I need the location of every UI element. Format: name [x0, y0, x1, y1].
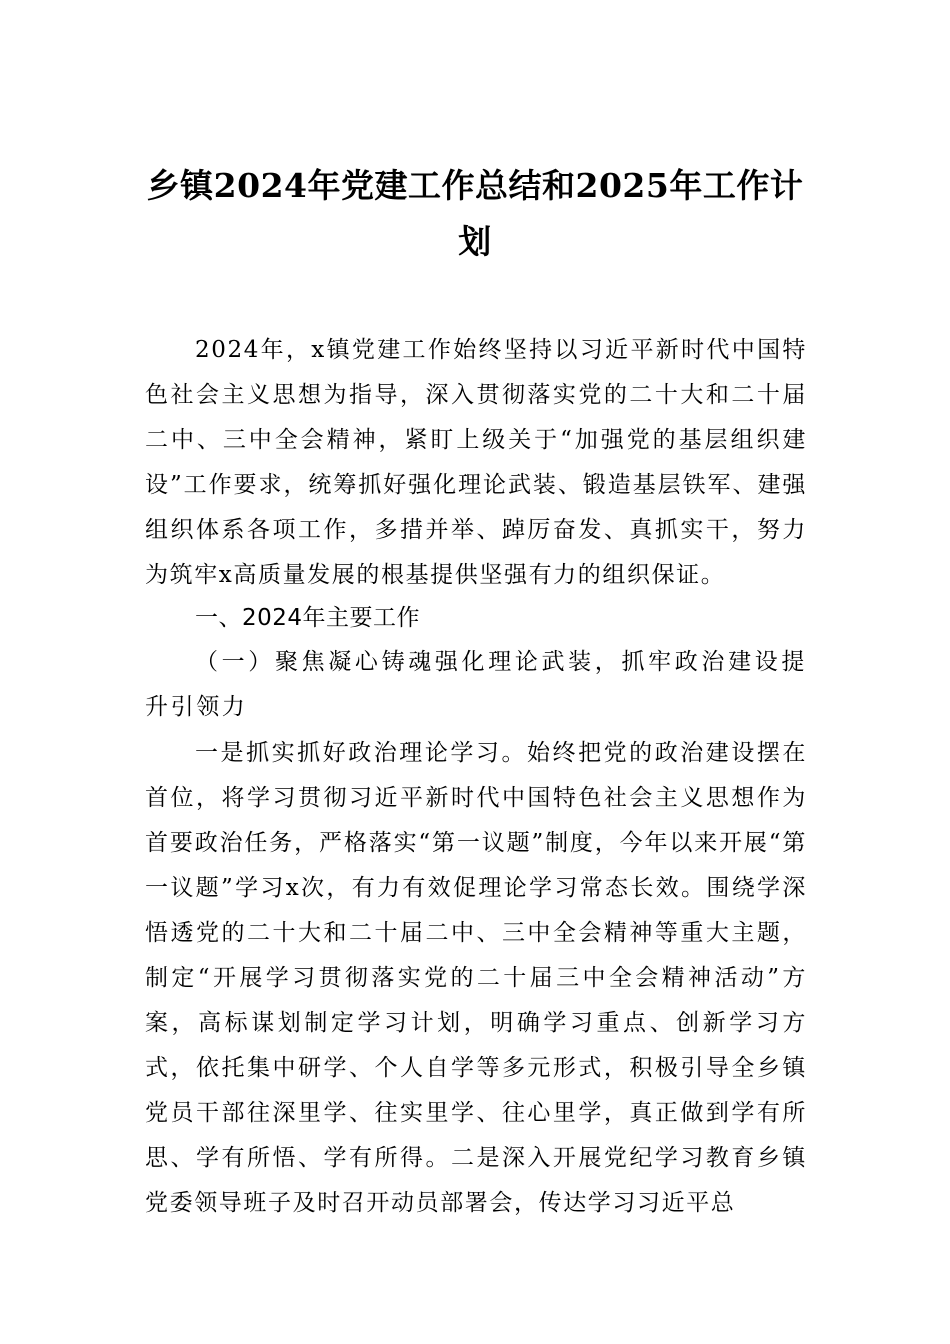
- section-heading: 一、2024年主要工作: [195, 605, 421, 631]
- subsection-heading: （一）聚焦凝心铸魂强化理论武装，抓牢政治建设提升引领力: [145, 649, 807, 720]
- subsection-body-paragraph: 一是抓实抓好政治理论学习。始终把党的政治建设摆在首位，将学习贯彻习近平新时代中国特色社会主义思想作为首要政治任务，严格落实“第一议题”制度，今年以来开展“第一议题”学习x次，有力有效促理论学习常态长效。围绕学深悟透党的二十大和二十届二中、三中全会精神等重大主题，制定“开展学习贯彻落实党的二十届三中全会精神活动”方案，高标谋划制定学习计划，明确学习重点、创新学习方式，依托集中研学、个人自学等多元形式，积极引导全乡镇党员干部往深里学、往实里学、往心里学，真正做到学有所思、学有所悟、学有所得。二是深入开展党纪学习教育乡镇党委领导班子及时召开动员部署会，传达学习习近平总: [145, 740, 807, 1216]
- document-title: 乡镇2024年党建工作总结和2025年工作计划: [146, 166, 804, 261]
- intro-paragraph: 2024年，x镇党建工作始终坚持以习近平新时代中国特色社会主义思想为指导，深入贯彻落实党的二十大和二十届二中、三中全会精神，紧盯上级关于“加强党的基层组织建设”工作要求，统筹抓好强化理论武装、锻造基层铁军、建强组织体系各项工作，多措并举、踔厉奋发、真抓实干，努力为筑牢x高质量发展的根基提供坚强有力的组织保证。: [145, 337, 807, 588]
